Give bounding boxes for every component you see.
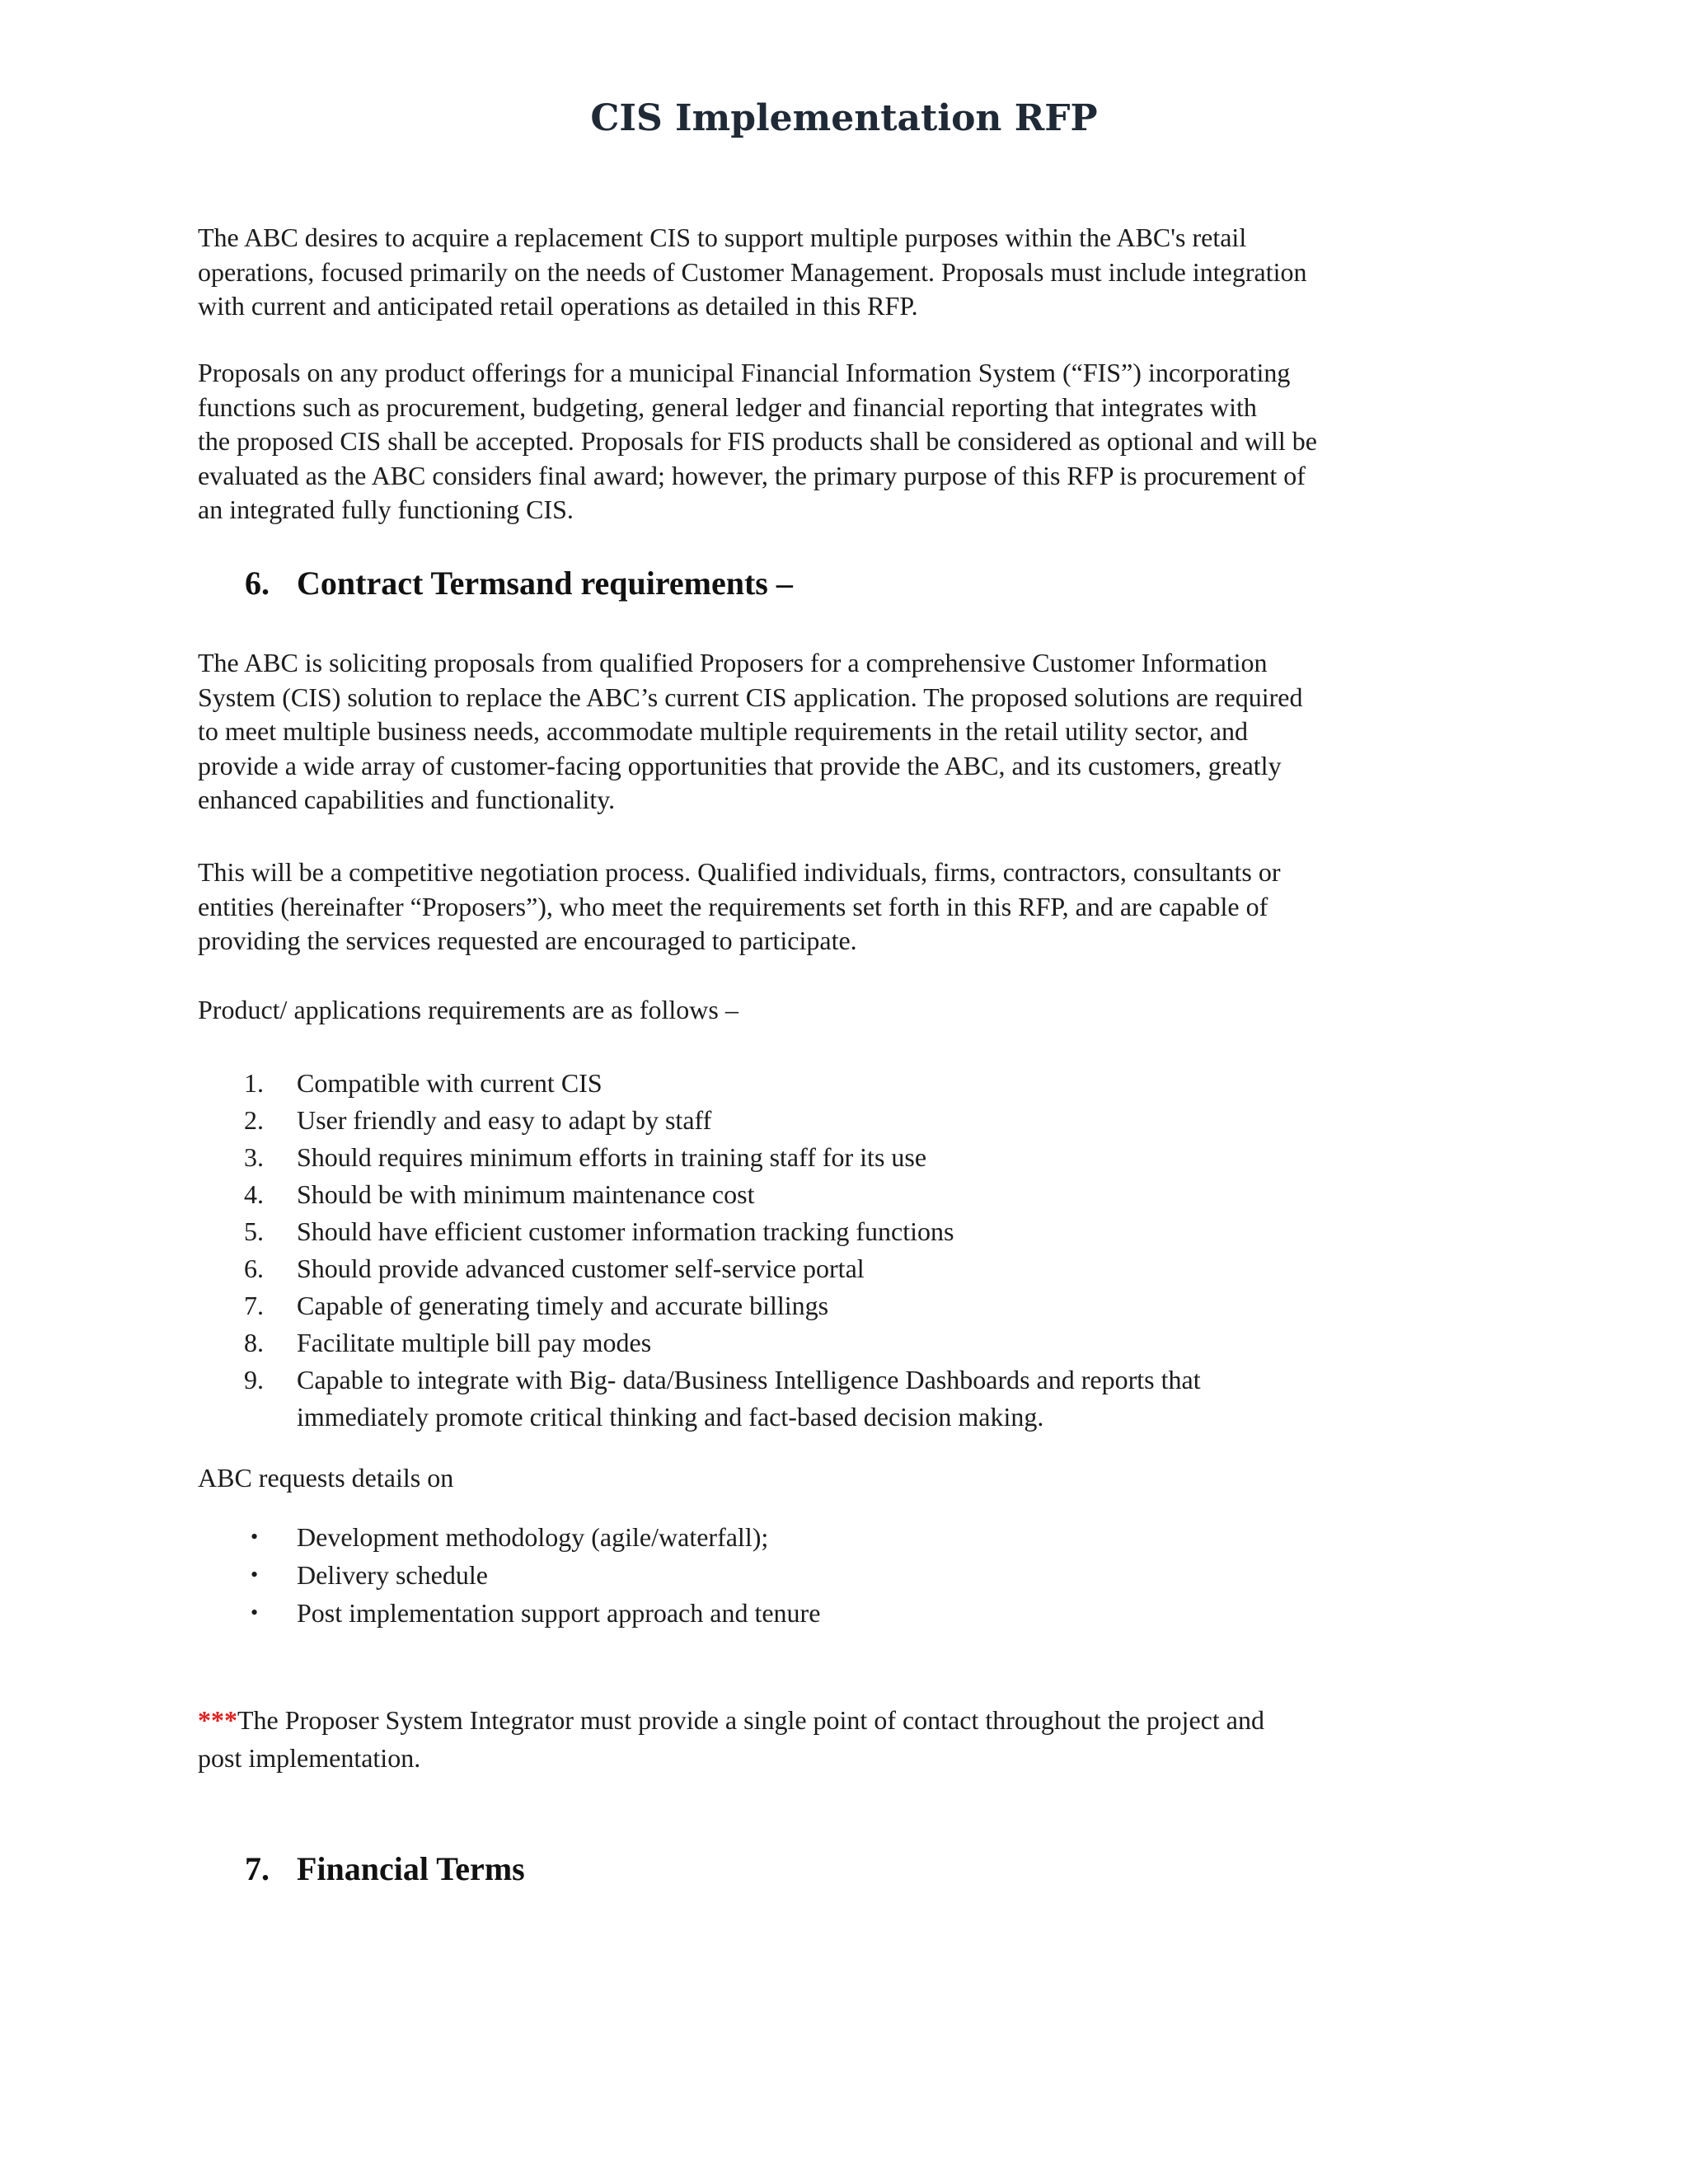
list-item <box>198 1213 1500 1250</box>
section-6-paragraph-2 <box>198 855 1500 958</box>
text-line: Proposals on any product offerings for a municipal Financial Information System (“FIS”) incorporating <box>198 358 1291 387</box>
list-number: 8. <box>244 1328 264 1357</box>
list-item-text: Compatible with current CIS <box>297 1068 603 1098</box>
bullet-item-text: Delivery schedule <box>297 1560 488 1590</box>
section-title: Financial Terms <box>297 1850 525 1887</box>
bullet-item <box>198 1518 1500 1556</box>
list-item <box>198 1102 1500 1139</box>
list-item-text: Capable of generating timely and accurate billings <box>297 1291 829 1320</box>
requirements-list <box>198 1065 1500 1436</box>
intro-paragraph-2 <box>198 356 1500 527</box>
section-7-heading <box>245 1849 525 1888</box>
list-number: 3. <box>244 1142 264 1172</box>
text-line: an integrated fully functioning CIS. <box>198 494 574 524</box>
section-number: 6. <box>245 565 270 602</box>
list-item-text: Should be with minimum maintenance cost <box>297 1179 755 1209</box>
text-line: the proposed CIS shall be accepted. Proposals for FIS products shall be considered as optional and will be <box>198 426 1317 456</box>
bullet-item-text: Development methodology (agile/waterfall); <box>297 1522 769 1552</box>
document-title: CIS Implementation RFP <box>590 97 1098 139</box>
section-6-heading <box>245 564 793 602</box>
section-6-paragraph-1 <box>198 646 1500 818</box>
list-number: 1. <box>244 1068 264 1098</box>
text-line: functions such as procurement, budgeting, general ledger and financial reporting that integrates with <box>198 391 1257 422</box>
contact-note <box>198 1701 1500 1777</box>
list-number: 5. <box>244 1216 264 1246</box>
text-line: to meet multiple business needs, accommodate multiple requirements in the retail utility sector, and <box>198 716 1248 746</box>
details-intro: ABC requests details on <box>198 1463 454 1493</box>
list-item-text: immediately promote critical thinking and fact-based decision making. <box>297 1402 1044 1432</box>
section-number: 7. <box>245 1850 270 1887</box>
list-number: 6. <box>244 1254 264 1283</box>
list-item <box>198 1287 1500 1324</box>
list-item <box>198 1361 1500 1399</box>
details-list <box>198 1518 1500 1632</box>
text-line: with current and anticipated retail operations as detailed in this RFP. <box>198 291 918 321</box>
bullet-item-text: Post implementation support approach and tenure <box>297 1598 821 1628</box>
text-line: The ABC desires to acquire a replacement CIS to support multiple purposes within the ABC's retail <box>198 223 1247 252</box>
list-item-text: Should provide advanced customer self-service portal <box>297 1254 865 1283</box>
text-line: enhanced capabilities and functionality. <box>198 785 616 814</box>
list-number: 7. <box>244 1291 264 1320</box>
list-item <box>198 1324 1500 1361</box>
text-line: entities (hereinafter “Proposers”), who meet the requirements set forth in this RFP, and are capable of <box>198 891 1268 921</box>
note-stars: *** <box>198 1705 237 1735</box>
text-line: operations, focused primarily on the needs of Customer Management. Proposals must include integration <box>198 256 1307 287</box>
text-line: provide a wide array of customer-facing opportunities that provide the ABC, and its customers, greatly <box>198 750 1282 780</box>
list-item <box>198 1139 1500 1176</box>
list-item-text: Facilitate multiple bill pay modes <box>297 1328 652 1357</box>
list-item-text: Should requires minimum efforts in training staff for its use <box>297 1142 927 1172</box>
text-line: The ABC is soliciting proposals from qualified Proposers for a comprehensive Customer Information <box>198 648 1268 677</box>
text-line: evaluated as the ABC considers final award; however, the primary purpose of this RFP is procurement of <box>198 460 1306 490</box>
list-number: 2. <box>244 1105 264 1135</box>
intro-paragraph-1 <box>198 221 1500 324</box>
bullet-icon: • <box>251 1563 259 1586</box>
list-item-text: Capable to integrate with Big- data/Business Intelligence Dashboards and reports that <box>297 1365 1201 1394</box>
section-title: Contract Termsand requirements – <box>297 565 793 602</box>
text-line: providing the services requested are encouraged to participate. <box>198 926 857 955</box>
list-item <box>198 1250 1500 1287</box>
bullet-item <box>198 1556 1500 1594</box>
requirements-intro: Product/ applications requirements are as follows – <box>198 995 738 1024</box>
list-item <box>198 1065 1500 1102</box>
list-item <box>198 1176 1500 1213</box>
list-number: 9. <box>244 1365 264 1394</box>
text-line <box>198 1701 1500 1739</box>
list-number: 4. <box>244 1179 264 1209</box>
bullet-icon: • <box>251 1601 259 1624</box>
bullet-icon: • <box>251 1525 259 1549</box>
bullet-item <box>198 1594 1500 1632</box>
text-line: This will be a competitive negotiation process. Qualified individuals, firms, contractors, consultants or <box>198 857 1281 887</box>
note-text: The Proposer System Integrator must provide a single point of contact throughout the project and <box>237 1705 1264 1735</box>
list-item-text: Should have efficient customer information tracking functions <box>297 1216 954 1246</box>
text-line: System (CIS) solution to replace the ABC’s current CIS application. The proposed solutions are required <box>198 682 1303 712</box>
text-line: post implementation. <box>198 1743 421 1773</box>
list-item-continuation <box>198 1399 1500 1436</box>
list-item-text: User friendly and easy to adapt by staff <box>297 1105 712 1135</box>
